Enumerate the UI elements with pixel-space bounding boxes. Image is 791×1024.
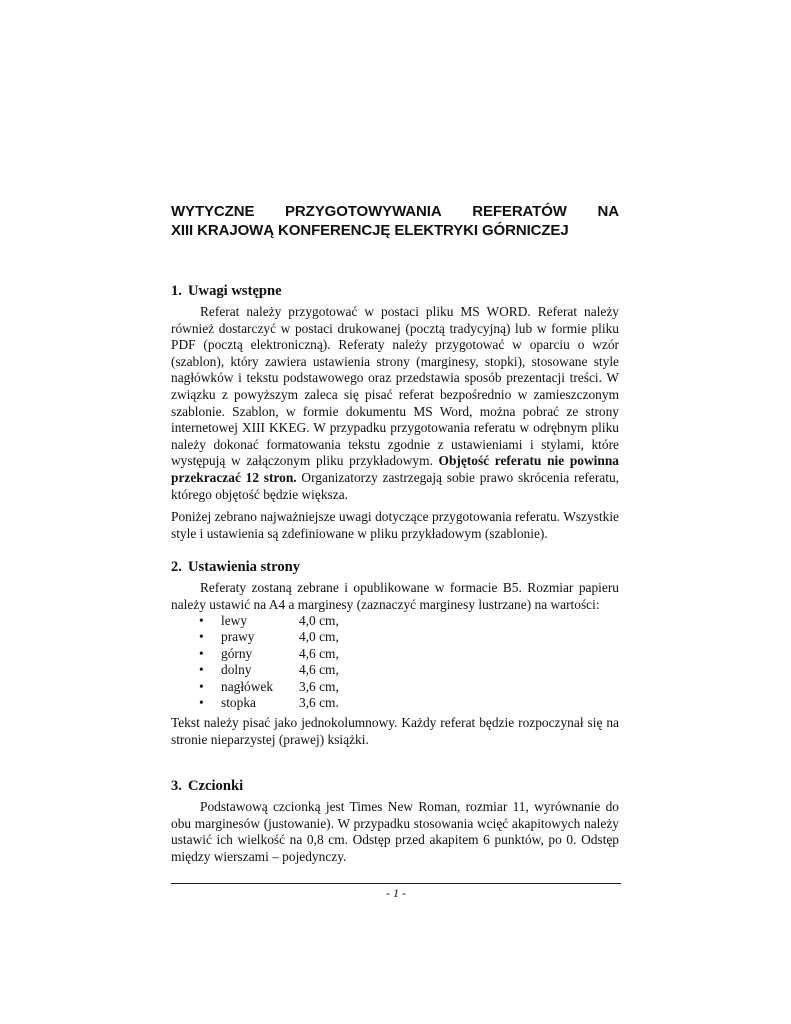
list-item	[199, 646, 399, 662]
title-word: PRZYGOTOWYWANIA	[285, 203, 442, 220]
section-2-outro	[171, 715, 619, 748]
paragraph-bold-text: Objętość referatu nie powinna przekraczać 12 stron.	[171, 453, 619, 485]
page-number: - 1 -	[386, 886, 406, 900]
title-word: WYTYCZNE	[171, 203, 255, 220]
section-title: Uwagi wstępne	[188, 283, 282, 299]
paragraph-text: Organizatorzy zastrzegają sobie prawo skrócenia referatu, którego objętość będzie większa.	[171, 469, 619, 502]
section-number: 1.	[171, 283, 182, 299]
paragraph: Referaty zostaną zebrane i opublikowane w formacie B5. Rozmiar papieru należy ustawić na A4 a marginesy (zaznaczyć marginesy lustrzane) na wartości:	[171, 580, 619, 612]
margin-value: 4,6 cm,	[299, 662, 339, 678]
bullet-icon: •	[199, 678, 204, 694]
footer-divider	[171, 883, 621, 884]
bullet-icon: •	[199, 695, 204, 711]
margin-label: dolny	[221, 662, 252, 678]
margin-value: 3,6 cm.	[299, 695, 339, 711]
list-item	[199, 629, 399, 645]
margins-list	[199, 613, 399, 711]
section-number: 2.	[171, 559, 182, 575]
bullet-icon: •	[199, 613, 204, 628]
list-item	[199, 613, 399, 629]
margin-label: nagłówek	[221, 678, 274, 694]
section-3-heading	[171, 777, 243, 795]
margin-label: górny	[221, 645, 253, 661]
document-title	[171, 202, 619, 240]
title-word: NA	[597, 203, 619, 220]
paragraph	[171, 304, 619, 503]
title-word: REFERATÓW	[472, 203, 567, 220]
paragraph: Podstawową czcionką jest Times New Roman, rozmiar 11, wyrównanie do obu marginesów (justowanie). W przypadku stosowania wcięć akapitowych należy ustawić ich wielkość na 0,8 cm. Odstęp przed akapitem 6 punktów, po 0. Odstęp między wierszami – pojedynczy.	[171, 799, 619, 864]
margin-value: 4,0 cm,	[299, 629, 339, 645]
section-title: Ustawienia strony	[188, 559, 301, 575]
section-2-heading	[171, 558, 300, 576]
bullet-icon: •	[199, 645, 204, 661]
list-item	[199, 662, 399, 678]
title-line-2: XIII KRAJOWĄ KONFERENCJĘ ELEKTRYKI GÓRNICZEJ	[171, 222, 569, 239]
paragraph: Tekst należy pisać jako jednokolumnowy. Każdy referat będzie rozpoczynał się na stronie nieparzystej (prawej) książki.	[171, 715, 619, 747]
section-3-body	[171, 799, 619, 865]
margin-label: prawy	[221, 629, 255, 645]
title-line-1	[171, 202, 619, 221]
bullet-icon: •	[199, 662, 204, 678]
paragraph-text: Referat należy przygotować w postaci pliku MS WORD. Referat należy również dostarczyć w postaci drukowanej (pocztą tradycyjną) lub w formie pliku PDF (pocztą elektroniczną). Referaty należy przygotować w oparciu o wzór (szablon), który zawiera ustawienia strony (marginesy, stopki), stosowane style nagłówków i tekstu podstawowego oraz przedstawia sposób prezentacji treści. W związku z powyższym zaleca się pisać referat bezpośrednio w zamieszczonym szablonie. Szablon, w formie dokumentu MS Word, można pobrać ze strony internetowej XIII KKEG. W przypadku przygotowania referatu w odrębnym pliku należy dokonać formatowania tekstu zgodnie z ustawieniami i stylami, które występują w załączonym pliku przykładowym.	[171, 304, 619, 469]
bullet-icon: •	[199, 629, 204, 645]
section-title: Czcionki	[188, 778, 244, 794]
margin-label: stopka	[221, 695, 256, 711]
paragraph: Poniżej zebrano najważniejsze uwagi dotyczące przygotowania referatu. Wszystkie style i ustawienia są zdefiniowane w pliku przykładowym (szablonie).	[171, 509, 619, 541]
section-1-heading	[171, 282, 282, 300]
section-2-intro	[171, 580, 619, 613]
list-item	[199, 679, 399, 695]
margin-value: 3,6 cm,	[299, 678, 339, 694]
margin-value: 4,6 cm,	[299, 645, 339, 661]
section-number: 3.	[171, 778, 182, 794]
section-1-body	[171, 304, 619, 542]
margin-value: 4,0 cm,	[299, 613, 339, 628]
margin-label: lewy	[221, 613, 248, 628]
list-item	[199, 695, 399, 711]
